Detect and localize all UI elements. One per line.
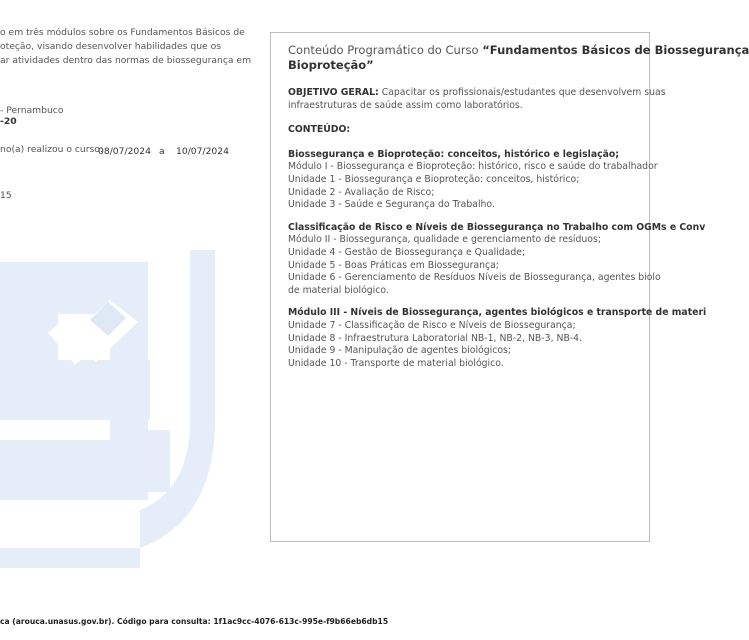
content-section	[288, 307, 707, 370]
text-fragment: 15	[0, 190, 12, 201]
content-section	[288, 149, 688, 212]
dates-label: no(a) realizou o curso:	[0, 144, 104, 155]
course-description	[0, 26, 252, 68]
content-heading: CONTEÚDO:	[288, 124, 351, 136]
section-line: Unidade 8 - Infraestrutura Laboratorial NB-1, NB-2, NB-3, NB-4.	[288, 332, 583, 344]
section-line: Unidade 5 - Boas Práticas em Biossegurança;	[288, 259, 499, 271]
description-line: ar atividades dentro das normas de biossegurança em	[0, 55, 252, 66]
objective-text-continued: infraestruturas de saúde assim como laboratórios.	[288, 99, 523, 111]
watermark-logo	[0, 0, 260, 600]
hours-fragment: -20	[0, 116, 17, 127]
general-objective	[288, 87, 688, 112]
start-date: 08/07/2024	[98, 146, 151, 157]
section-line: Unidade 9 - Manipulação de agentes biológicos;	[288, 345, 512, 357]
section-line: Unidade 6 - Gerenciamento de Resíduos Níveis de Biossegurança, agentes biolo	[288, 272, 661, 284]
section-line: Módulo I - Biossegurança e Bioproteção: histórico, risco e saúde do trabalhador	[288, 161, 658, 173]
course-name-continued: Bioproteção”	[288, 58, 374, 72]
objective-text: Capacitar os profissionais/estudantes que desenvolvem suas	[378, 87, 666, 98]
syllabus-title	[288, 43, 749, 73]
course-name: “Fundamentos Básicos de Biossegurança	[482, 43, 749, 57]
title-prefix: Conteúdo Programático do Curso	[288, 43, 483, 57]
section-line: Módulo II - Biossegurança, qualidade e gerenciamento de resíduos;	[288, 234, 601, 246]
section-title: Biossegurança e Bioproteção: conceitos, histórico e legislação;	[288, 148, 619, 160]
section-title: Módulo III - Níveis de Biossegurança, agentes biológicos e transporte de materi	[288, 307, 707, 319]
section-line: de material biológico.	[288, 284, 389, 296]
section-line: Unidade 1 - Biossegurança e Bioproteção: conceitos, histórico;	[288, 173, 580, 185]
content-section	[288, 221, 706, 298]
objective-label: OBJETIVO GERAL:	[288, 87, 379, 98]
section-line: Unidade 2 - Avaliação de Risco;	[288, 186, 435, 198]
section-line: Unidade 10 - Transporte de material biológico.	[288, 357, 504, 369]
section-title: Classificação de Risco e Níveis de Biossegurança no Trabalho com OGMs e Conv	[288, 221, 706, 233]
section-line: Unidade 4 - Gestão de Biossegurança e Qualidade;	[288, 246, 526, 258]
end-date: 10/07/2024	[176, 146, 229, 157]
syllabus-panel	[270, 32, 749, 542]
location-text: - Pernambuco	[0, 105, 64, 116]
description-line: o em três módulos sobre os Fundamentos Básicos de	[0, 27, 245, 38]
description-line: oteção, visando desenvolver habilidades que os	[0, 41, 221, 52]
section-line: Unidade 7 - Classificação de Risco e Níveis de Biossegurança;	[288, 319, 576, 331]
section-line: Unidade 3 - Saúde e Segurança do Trabalho.	[288, 199, 495, 211]
verification-footer: ca (arouca.unasus.gov.br). Código para consulta: 1f1ac9cc-4076-613c-995e-f9b66eb6db15	[0, 617, 389, 626]
date-separator: a	[159, 146, 165, 157]
